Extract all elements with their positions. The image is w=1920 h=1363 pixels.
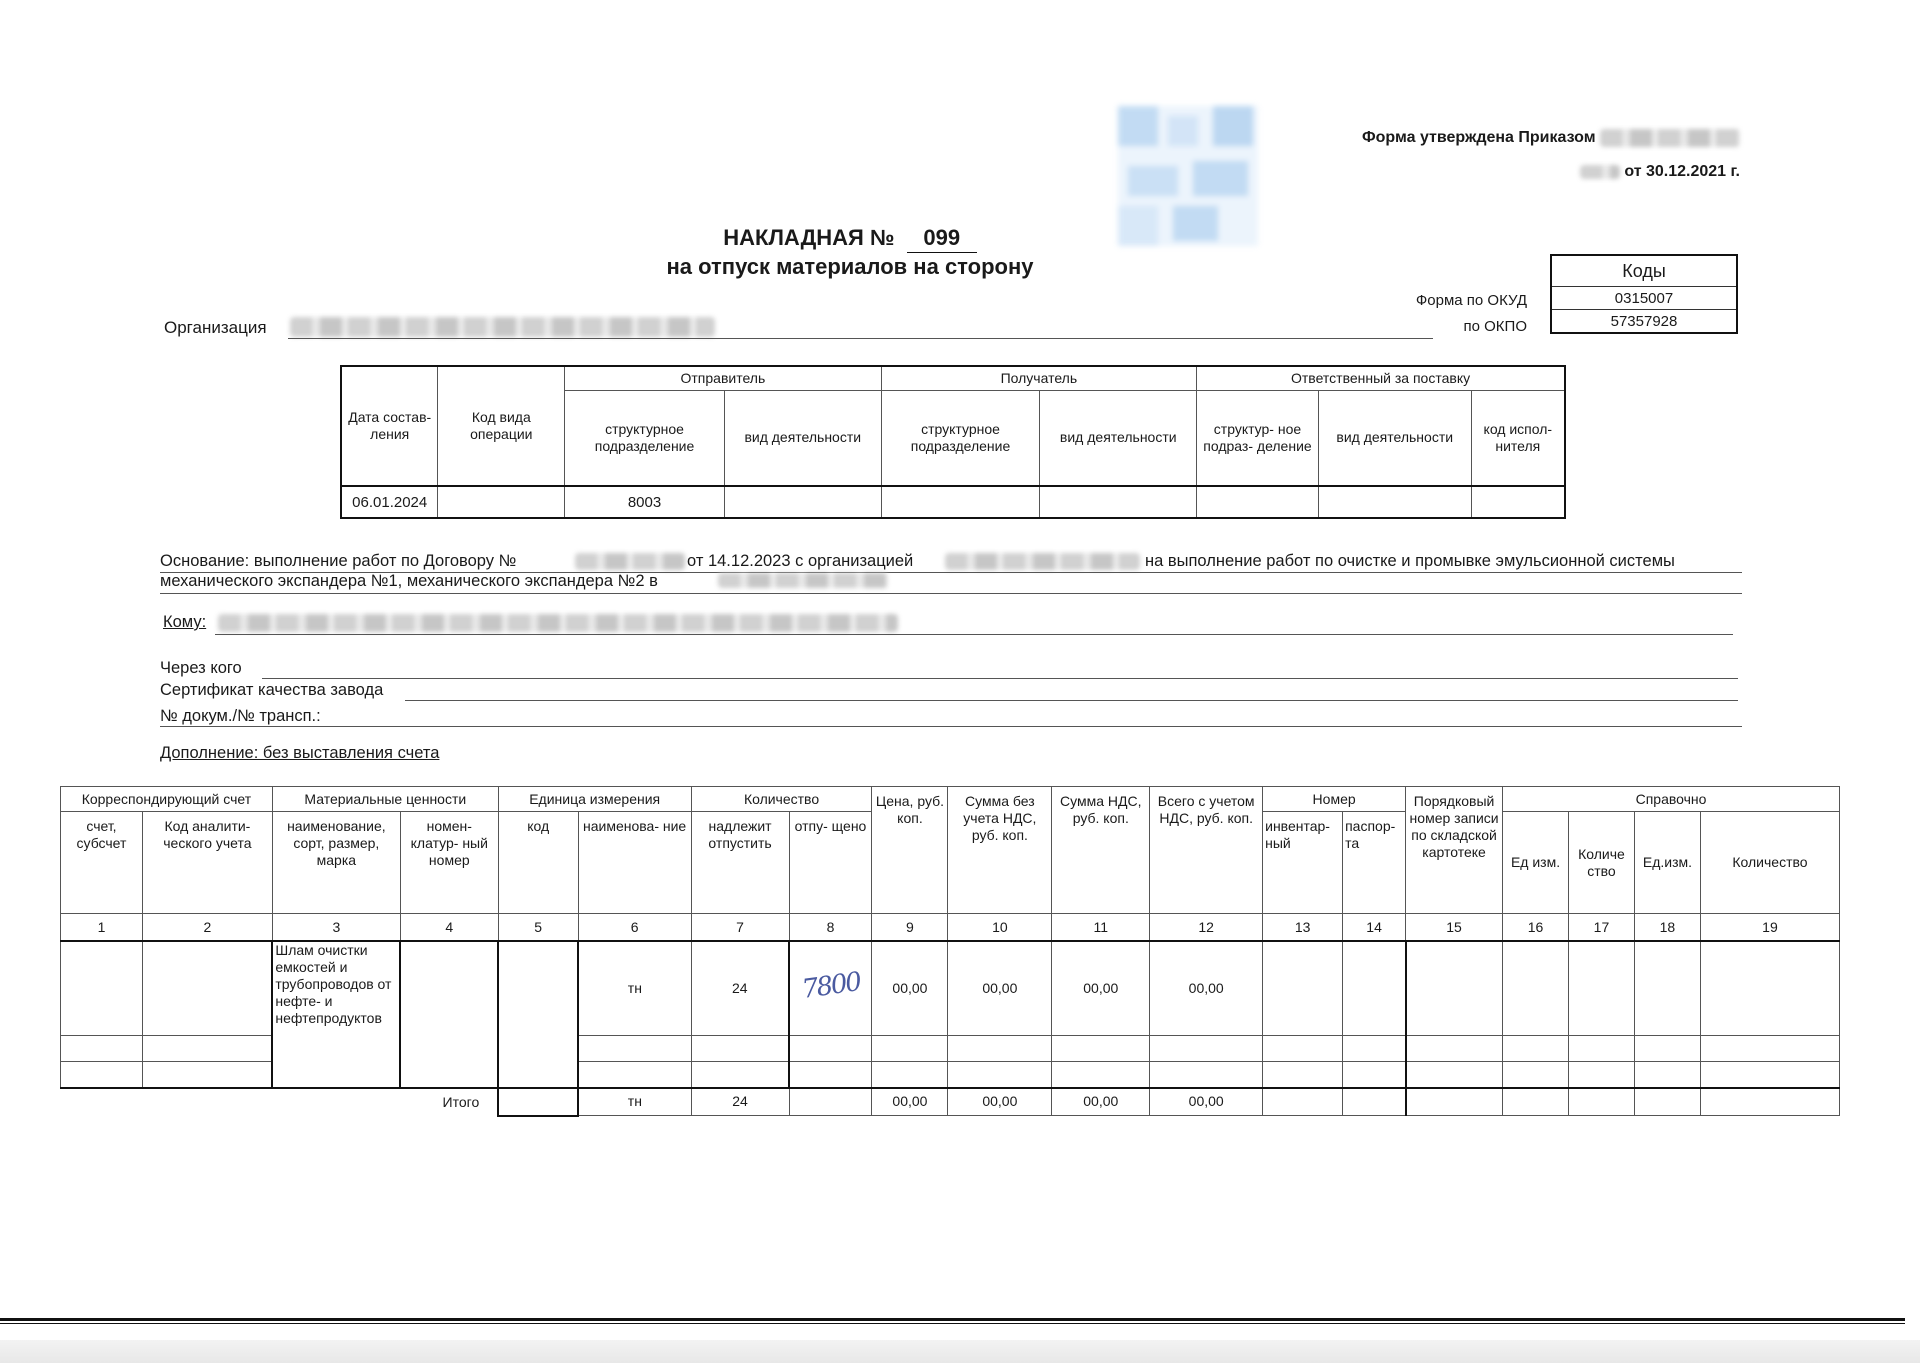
responsible-activity-header: вид деятельности	[1318, 390, 1471, 486]
account-header: счет, субсчет	[61, 812, 143, 914]
addition-text: Дополнение: без выставления счета	[160, 744, 440, 762]
to-redacted	[218, 614, 898, 632]
organization-name-redacted	[290, 317, 715, 337]
totals-vat: 00,00	[1052, 1088, 1150, 1116]
approval-note	[1362, 121, 1740, 189]
cert-label: Сертификат качества завода	[160, 681, 384, 699]
basis-line2: механического экспандера №1, механического экспандера №2 в	[160, 572, 658, 590]
receiver-group-header: Получатель	[881, 366, 1196, 390]
materials-table	[60, 786, 1840, 1117]
handwritten-released: 7800	[799, 967, 862, 1006]
material-header: Материальные ценности	[272, 787, 498, 812]
totals-sum-no-vat: 00,00	[948, 1088, 1052, 1116]
col-date-header: Дата состав- ления	[341, 366, 438, 486]
sender-group-header: Отправитель	[565, 366, 881, 390]
to-label: Кому:	[163, 613, 207, 631]
totals-row	[61, 1088, 1840, 1116]
title-prefix: НАКЛАДНАЯ №	[723, 225, 895, 250]
scan-bottom-band	[0, 1340, 1920, 1363]
quantity-header: Количество	[691, 787, 872, 812]
unit-header: Единица измерения	[498, 787, 691, 812]
basis-purpose-text: на выполнение работ по очистке и промывке эмульсионной системы	[1145, 552, 1675, 570]
sum-no-vat-header: Сумма без учета НДС, руб. коп.	[948, 787, 1052, 914]
column-numbers-row: 1 2 3 4 5 6 7 8 9 10 11 12 13 14 15 16 17 18 19	[61, 914, 1840, 942]
approval-line2: от 30.12.2021 г.	[1624, 163, 1740, 180]
okpo-label: по ОКПО	[1463, 318, 1527, 335]
sender-activity-header: вид деятельности	[724, 390, 881, 486]
receiver-activity-header: вид деятельности	[1040, 390, 1197, 486]
page-edge-line	[0, 1318, 1905, 1321]
item-price: 00,00	[872, 941, 948, 1035]
unit-name-header: наименова- ние	[578, 812, 691, 914]
basis-date-text: от 14.12.2023 с организацией	[687, 552, 914, 570]
nomen-header: номен- клатур- ный номер	[400, 812, 498, 914]
name-header: наименование, сорт, размер, марка	[272, 812, 400, 914]
vat-header: Сумма НДС, руб. коп.	[1052, 787, 1150, 914]
executor-code-header: код испол- нителя	[1471, 390, 1565, 486]
corr-account-header: Корреспондирующий счет	[61, 787, 273, 812]
date-value: 06.01.2024	[341, 486, 438, 518]
okud-label: Форма по ОКУД	[1415, 292, 1527, 309]
item-released	[789, 941, 872, 1035]
sender-struct-header: структурное подразделение	[565, 390, 725, 486]
passport-header: паспор- та	[1343, 812, 1406, 914]
to-release-header: надлежит отпустить	[691, 812, 789, 914]
ref-unit1-header: Ед изм.	[1503, 812, 1569, 914]
code-header: код	[498, 812, 578, 914]
total-header: Всего с учетом НДС, руб. коп.	[1150, 787, 1263, 914]
item-sum-no-vat: 00,00	[948, 941, 1052, 1035]
totals-unit: тн	[578, 1088, 691, 1116]
totals-price: 00,00	[872, 1088, 948, 1116]
title-subtitle: на отпуск материалов на сторону	[666, 254, 1034, 279]
price-header: Цена, руб. коп.	[872, 787, 948, 914]
reference-header: Справочно	[1503, 787, 1840, 812]
col-op-code-header: Код вида операции	[438, 366, 565, 486]
op-code-value	[438, 486, 565, 518]
order-num-header: Порядковый номер записи по складской картотеке	[1406, 787, 1503, 914]
item-vat: 00,00	[1052, 941, 1150, 1035]
item-to-release: 24	[691, 941, 789, 1035]
codes-header: Коды	[1551, 255, 1737, 287]
totals-label: Итого	[442, 1093, 480, 1110]
released-header: отпу- щено	[789, 812, 872, 914]
totals-total: 00,00	[1150, 1088, 1263, 1116]
qr-code	[1118, 106, 1258, 246]
document-title	[600, 224, 1100, 281]
receiver-struct-header: структурное подразделение	[881, 390, 1040, 486]
sender-struct-value: 8003	[565, 486, 725, 518]
codes-box	[1550, 254, 1738, 334]
okpo-value: 57357928	[1551, 310, 1737, 334]
ref-unit2-header: Ед.изм.	[1634, 812, 1700, 914]
item-unit: тн	[578, 941, 691, 1035]
analytic-header: Код аналити- ческого учета	[142, 812, 272, 914]
doc-label: № докум./№ трансп.:	[160, 707, 321, 725]
approval-line1: Форма утверждена Приказом	[1362, 129, 1596, 146]
via-label: Через кого	[160, 659, 242, 677]
totals-to-release: 24	[691, 1088, 789, 1116]
inventory-header: инвентар- ный	[1263, 812, 1343, 914]
sender-receiver-table	[340, 365, 1566, 519]
responsible-struct-header: структур- ное подраз- деление	[1197, 390, 1319, 486]
ref-qty1-header: Количе ство	[1568, 812, 1634, 914]
basis-line1: Основание: выполнение работ по Договору №	[160, 552, 517, 570]
item-total: 00,00	[1150, 941, 1263, 1035]
item-name: Шлам очистки емкостей и трубопроводов от нефте- и нефтепродуктов	[272, 941, 400, 1088]
responsible-group-header: Ответственный за поставку	[1197, 366, 1565, 390]
organization-label: Организация	[164, 318, 267, 337]
ref-qty2-header: Количество	[1700, 812, 1839, 914]
okud-value: 0315007	[1551, 287, 1737, 310]
table-row	[61, 941, 1840, 1035]
document-number: 099	[907, 224, 977, 253]
number-header: Номер	[1263, 787, 1406, 812]
